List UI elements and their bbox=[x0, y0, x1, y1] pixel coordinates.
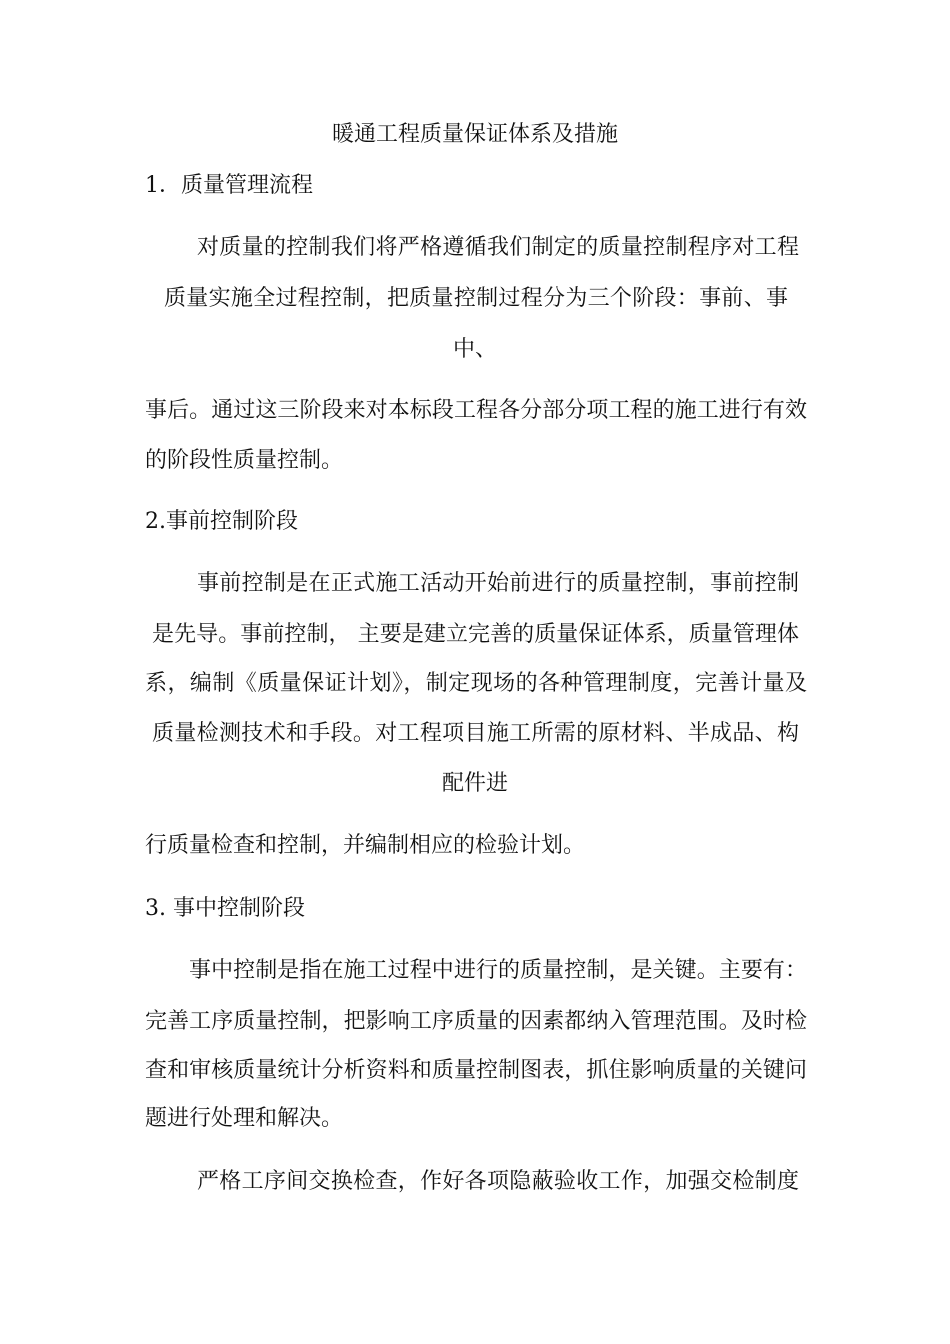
paragraph-line: 系，编制《质量保证计划》，制定现场的各种管理制度，完善计量及 bbox=[145, 671, 807, 696]
paragraph-line: 质量实施全过程控制，把质量控制过程分为三个阶段：事前、事 bbox=[164, 286, 788, 311]
paragraph-line: 配件进 bbox=[441, 771, 508, 796]
paragraph-line: 质量检测技术和手段。对工程项目施工所需的原材料、半成品、构 bbox=[152, 721, 799, 746]
paragraph-line: 行质量检查和控制，并编制相应的检验计划。 bbox=[145, 833, 586, 858]
paragraph-line: 严格工序间交换检查，作好各项隐蔽验收工作，加强交检制度 bbox=[197, 1169, 799, 1194]
paragraph-line: 中、 bbox=[452, 337, 497, 362]
section-heading: 3. 事中控制阶段 bbox=[145, 896, 305, 921]
paragraph-line: 完善工序质量控制，把影响工序质量的因素都纳入管理范围。及时检 bbox=[145, 1009, 807, 1034]
paragraph-line: 事后。通过这三阶段来对本标段工程各分部分项工程的施工进行有效 bbox=[145, 398, 807, 423]
paragraph-line: 的阶段性质量控制。 bbox=[145, 448, 344, 473]
paragraph-line: 查和审核质量统计分析资料和质量控制图表，抓住影响质量的关键问 bbox=[145, 1058, 807, 1083]
paragraph-line: 事前控制是在正式施工活动开始前进行的质量控制，事前控制 bbox=[197, 571, 799, 596]
document-title: 暖通工程质量保证体系及措施 bbox=[331, 122, 618, 147]
section-heading: 2.事前控制阶段 bbox=[145, 509, 298, 534]
paragraph-line: 是先导。事前控制， 主要是建立完善的质量保证体系，质量管理体 bbox=[152, 622, 799, 647]
paragraph-line: 对质量的控制我们将严格遵循我们制定的质量控制程序对工程 bbox=[197, 235, 799, 260]
paragraph-line: 事中控制是指在施工过程中进行的质量控制，是关键。主要有： bbox=[189, 958, 807, 983]
paragraph-line: 题进行处理和解决。 bbox=[145, 1106, 344, 1131]
section-heading: 1．质量管理流程 bbox=[145, 173, 313, 198]
